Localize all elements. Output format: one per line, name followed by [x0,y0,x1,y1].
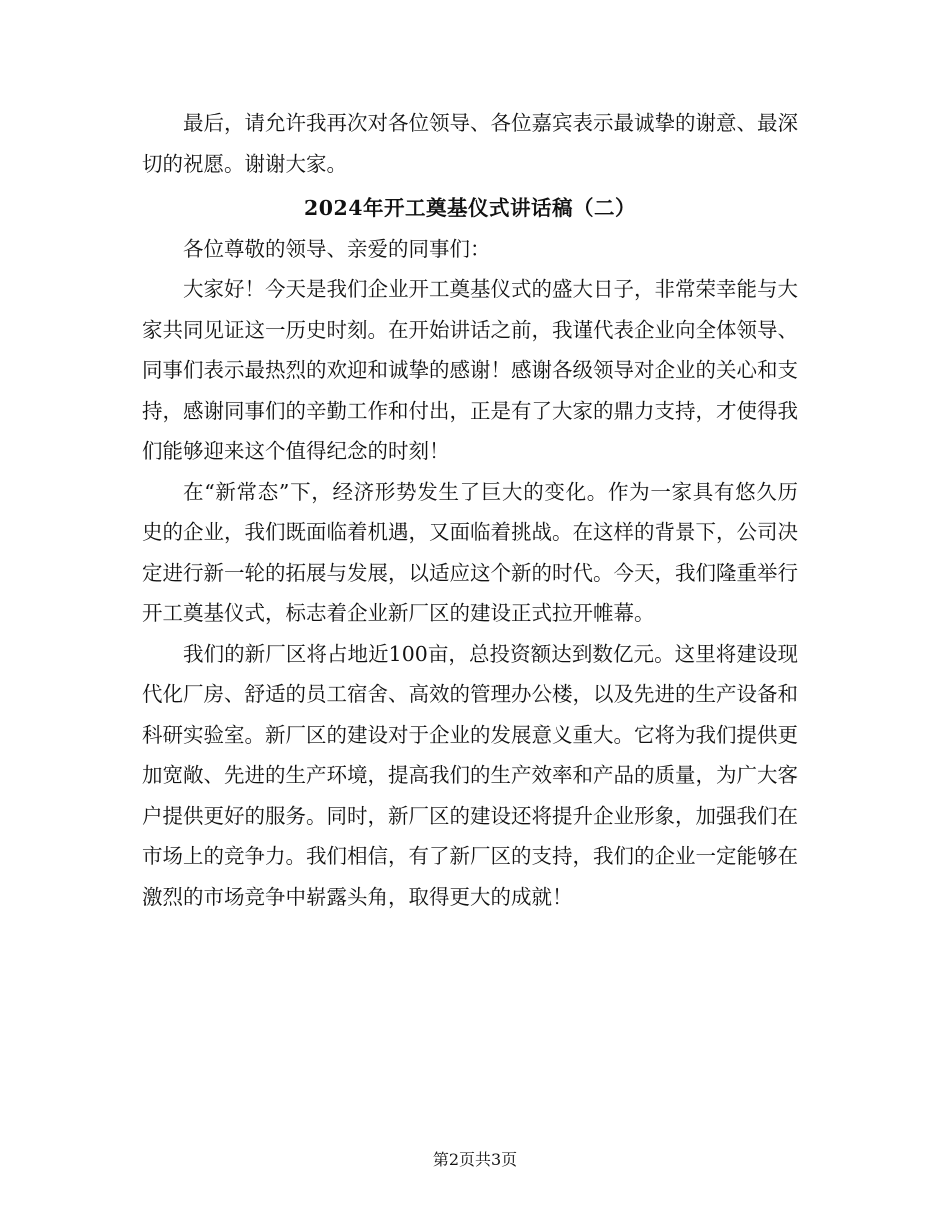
page-number-footer: 第2页共3页 [432,1150,518,1169]
greeting-line: 各位尊敬的领导、亲爱的同事们： [183,236,491,261]
document-title: 2024年开工奠基仪式讲话稿（二） [303,196,637,220]
body-paragraph-2: 在“新常态”下，经济形势发生了巨大的变化。作为一家具有悠久历史的企业，我们既面临着机遇，又面临着挑战。在这样的背景下，公司决定进行新一轮的拓展与发展，以适应这个新的时代。今天，我们隆重举行开工奠基仪式，标志着企业新厂区的建设正式拉开帷幕。 [142,479,798,625]
body-paragraph-1: 大家好！今天是我们企业开工奠基仪式的盛大日子，非常荣幸能与大家共同见证这一历史时刻。在开始讲话之前，我谨代表企业向全体领导、同事们表示最热烈的欢迎和诚挚的感谢！感谢各级领导对企业的关心和支持，感谢同事们的辛勤工作和付出，正是有了大家的鼎力支持，才使得我们能够迎来这个值得纪念的时刻！ [142,277,798,463]
body-paragraph-3: 我们的新厂区将占地近100亩，总投资额达到数亿元。这里将建设现代化厂房、舒适的员工宿舍、高效的管理办公楼，以及先进的生产设备和科研实验室。新厂区的建设对于企业的发展意义重大。它将为我们提供更加宽敞、先进的生产环境，提高我们的生产效率和产品的质量，为广大客户提供更好的服务。同时，新厂区的建设还将提升企业形象，加强我们在市场上的竞争力。我们相信，有了新厂区的支持，我们的企业一定能够在激烈的市场竞争中崭露头角，取得更大的成就！ [142,641,798,909]
document-body [142,103,798,917]
closing-paragraph: 最后，请允许我再次对各位领导、各位嘉宾表示最诚挚的谢意、最深切的祝愿。谢谢大家。 [142,111,798,176]
